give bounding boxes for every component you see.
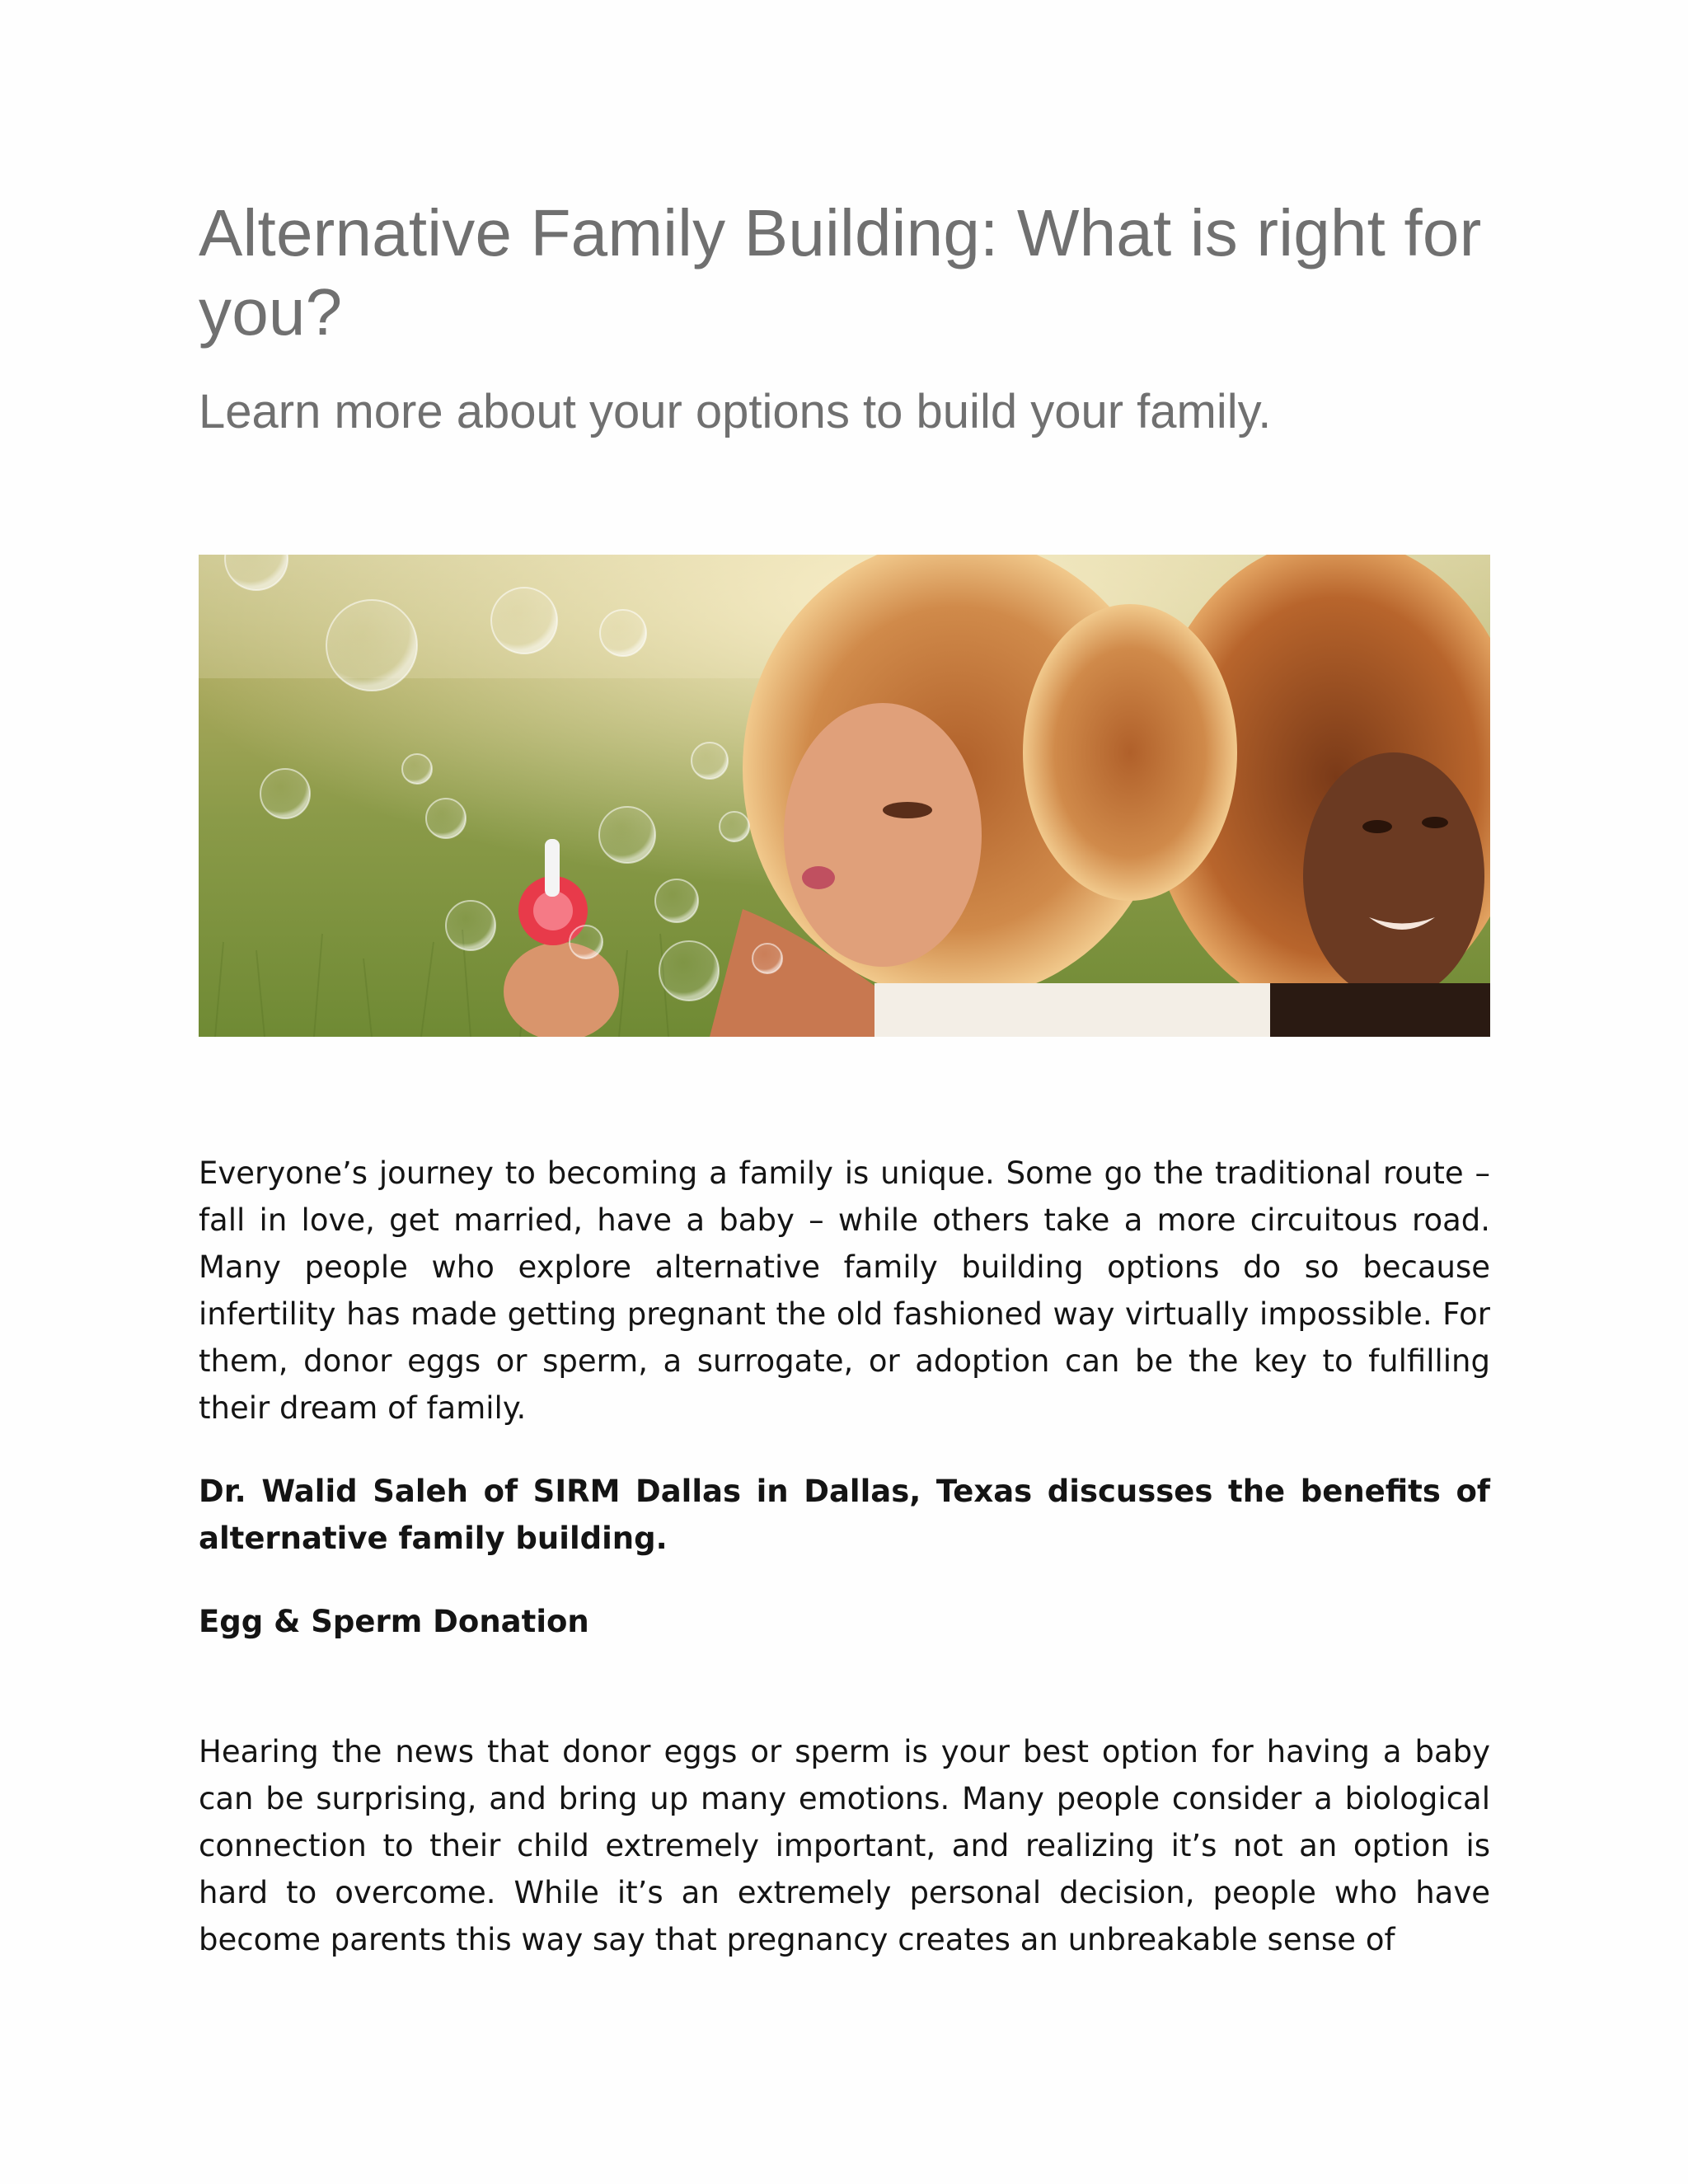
page-subtitle: Learn more about your options to build your family. <box>199 385 1272 438</box>
section-paragraph: Hearing the news that donor eggs or sperm is your best option for having a baby can be surprising, and bring up many emotions. Many people consider a biological connection to their child extremely important, and realizing it’s not an option is hard to overcome. While it’s an extremely personal decision, people who have become parents this way say that pregnancy creates an unbreakable sense of <box>199 1734 1490 1957</box>
hero-image <box>199 555 1490 1037</box>
page-title: Alternative Family Building: What is right for you? <box>199 196 1482 349</box>
article-header <box>199 194 1490 441</box>
article-body <box>199 1150 1490 1963</box>
byline-paragraph: Dr. Walid Saleh of SIRM Dallas in Dallas, Texas discusses the benefits of alternative family building. <box>199 1474 1490 1556</box>
section-heading: Egg & Sperm Donation <box>199 1604 589 1639</box>
intro-paragraph: Everyone’s journey to becoming a family is unique. Some go the traditional route – fall in love, get married, have a baby – while others take a more circuitous road. Many people who explore alternative family building options do so because infertility has made getting pregnant the old fashioned way virtually impossible. For them, donor eggs or sperm, a surrogate, or adoption can be the key to fulfilling their dream of family. <box>199 1155 1490 1426</box>
